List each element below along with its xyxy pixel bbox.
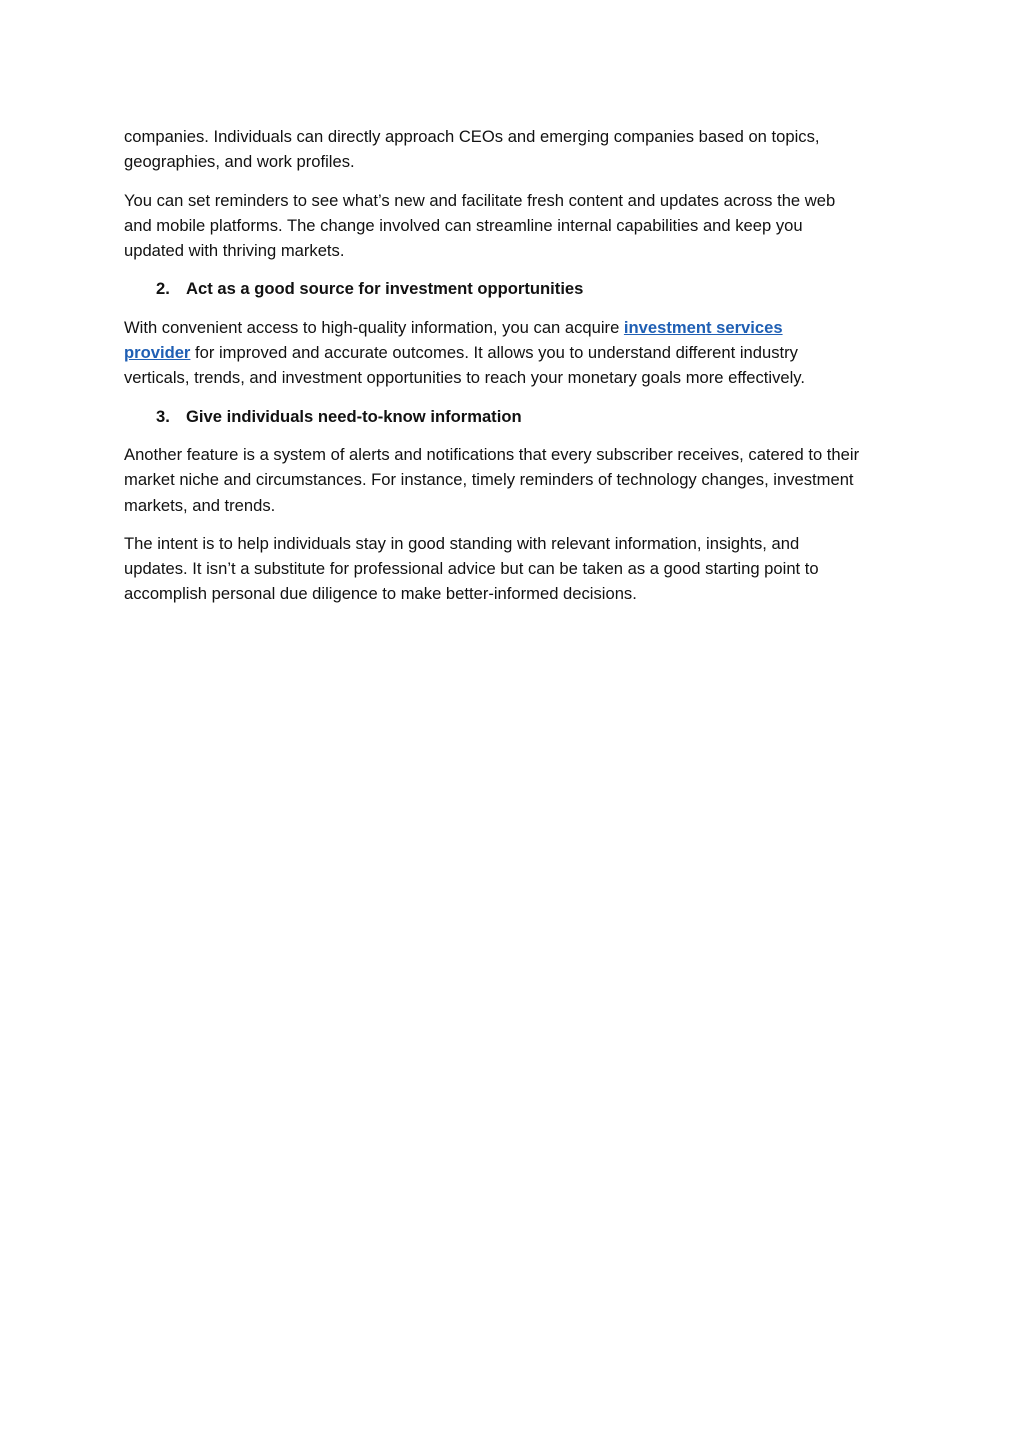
text-line: companies. Individuals can directly approach CEOs and emerging companies based on topics,	[124, 127, 820, 146]
heading-number: 3.	[156, 406, 170, 426]
heading-need-to-know	[124, 404, 914, 429]
text-segment: for improved and accurate outcomes. It allows you to understand different industry	[190, 343, 798, 363]
text-line	[124, 315, 914, 340]
heading-investment-opportunities	[124, 276, 914, 301]
text-line: accomplish personal due diligence to make better-informed decisions.	[124, 584, 637, 604]
text-line: updates. It isn’t a substitute for professional advice but can be taken as a good starting point to	[124, 559, 819, 579]
paragraph-companies	[124, 124, 914, 175]
text-line: and mobile platforms. The change involved can streamline internal capabilities and keep you	[124, 215, 803, 235]
text-line: market niche and circumstances. For instance, timely reminders of technology changes, investment	[124, 470, 854, 490]
text-line: geographies, and work profiles.	[124, 152, 355, 172]
paragraph-reminders	[124, 188, 914, 264]
paragraph-intent	[124, 531, 914, 607]
text-line: The intent is to help individuals stay in good standing with relevant information, insights, and	[124, 533, 800, 553]
heading-number: 2.	[156, 279, 170, 299]
paragraph-investment	[124, 315, 914, 391]
text-line: verticals, trends, and investment opportunities to reach your monetary goals more effectively.	[124, 368, 805, 388]
paragraph-alerts	[124, 442, 914, 518]
investment-services-link[interactable]: investment services	[623, 317, 783, 337]
document-page	[124, 124, 914, 620]
text-line: Another feature is a system of alerts and notifications that every subscriber receives, catered to their	[124, 444, 860, 464]
text-line: updated with thriving markets.	[124, 241, 345, 261]
text-segment: With convenient access to high-quality information, you can acquire	[124, 317, 624, 337]
heading-text: Act as a good source for investment opportunities	[186, 279, 584, 299]
text-line	[124, 340, 914, 365]
investment-services-link-continued[interactable]: provider	[124, 343, 191, 363]
text-line: You can set reminders to see what’s new and facilitate fresh content and updates across the web	[124, 190, 836, 210]
heading-text: Give individuals need-to-know information	[186, 406, 522, 426]
text-line: markets, and trends.	[124, 495, 276, 515]
